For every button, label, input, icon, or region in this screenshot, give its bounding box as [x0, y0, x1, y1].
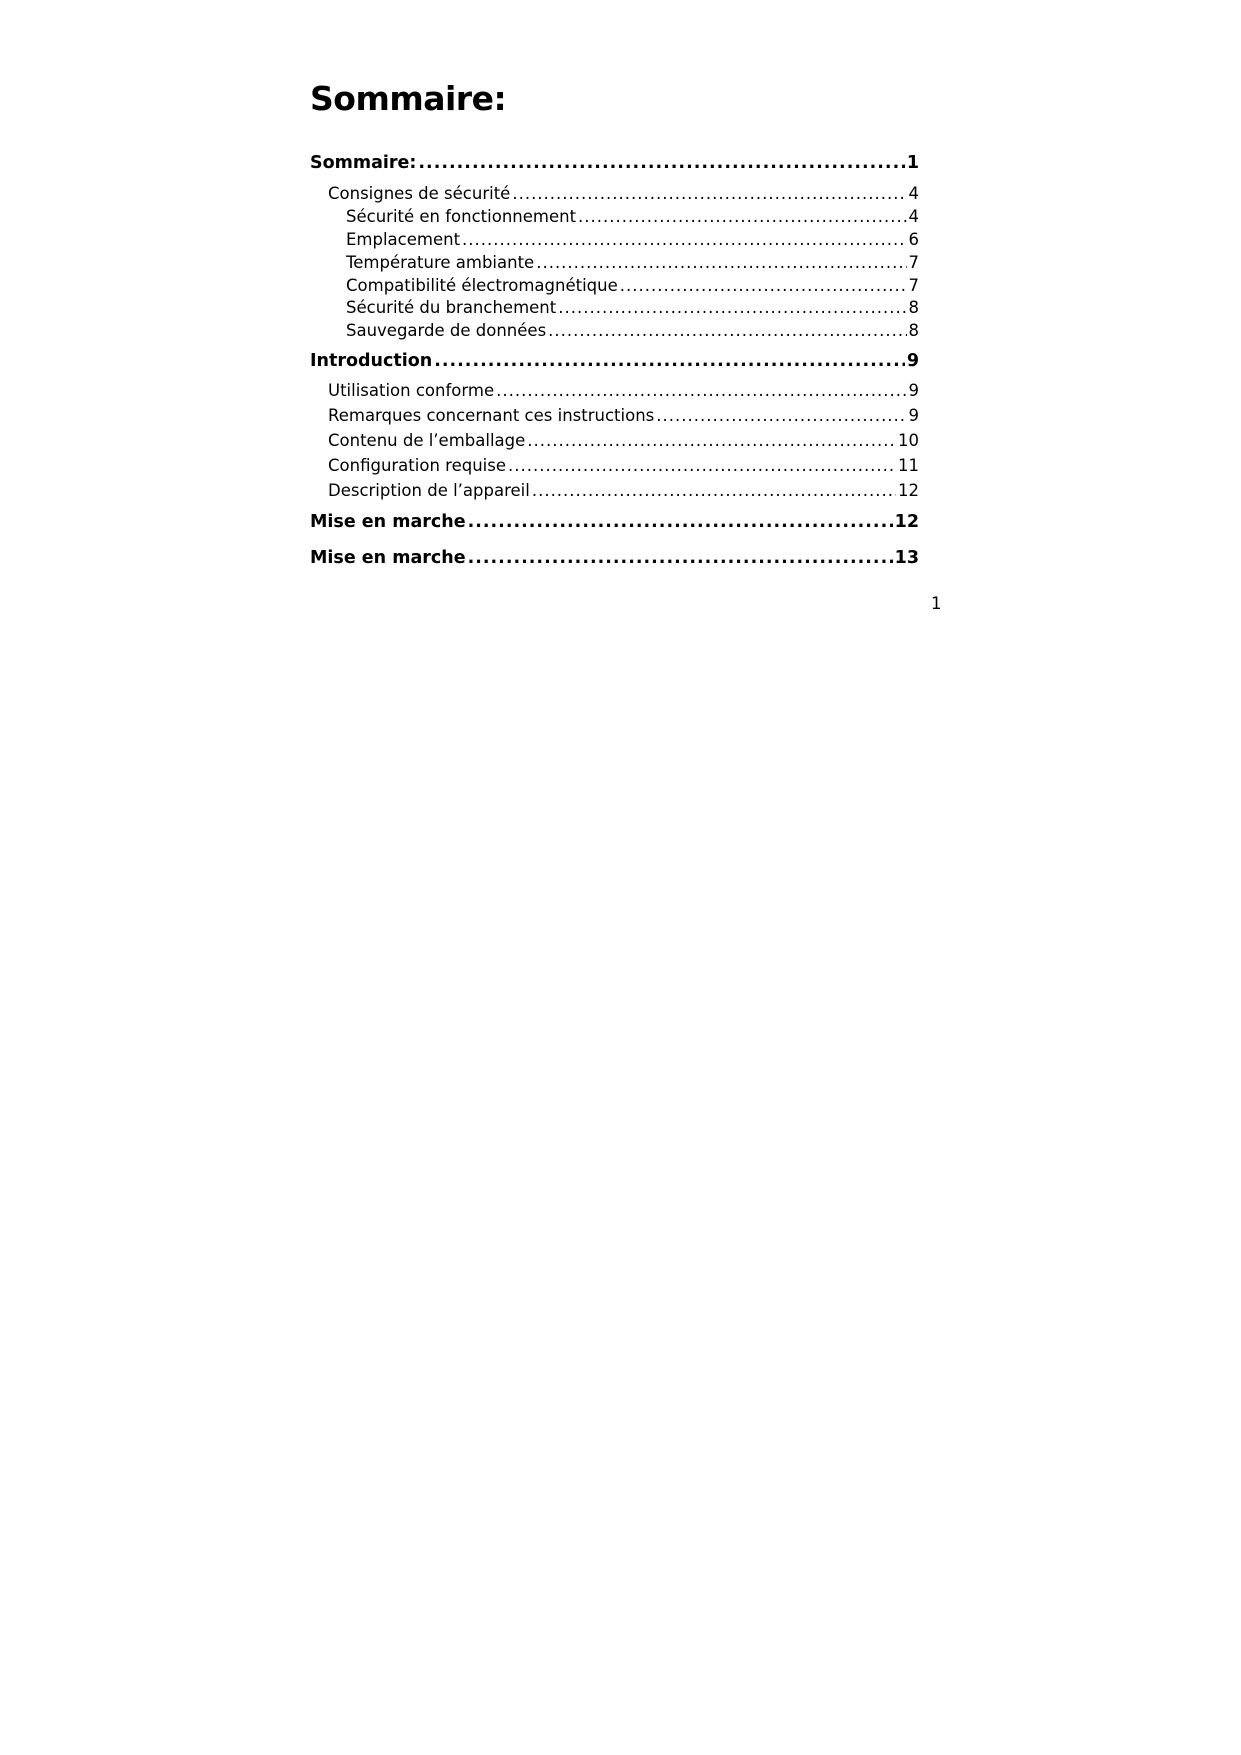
toc-dot-leader — [496, 381, 906, 400]
toc-dot-leader — [558, 298, 906, 317]
toc-entry-label: Consignes de sécurité — [328, 184, 511, 203]
page-number: 1 — [931, 594, 942, 613]
page-title: Sommaire: — [310, 79, 507, 118]
toc-dot-leader — [536, 253, 906, 272]
toc-dot-leader — [532, 481, 896, 500]
toc-entry-emplacement[interactable] — [346, 230, 919, 249]
toc-entry-page: 6 — [908, 230, 919, 249]
toc-dot-leader — [578, 207, 906, 226]
toc-entry-label: Utilisation conforme — [328, 381, 495, 400]
toc-entry-page: 12 — [894, 512, 919, 532]
toc-entry-page: 4 — [908, 184, 919, 203]
toc-entry-page: 11 — [898, 456, 919, 475]
toc-entry-label: Sommaire: — [310, 153, 417, 173]
toc-entry-label: Contenu de l’emballage — [328, 431, 526, 450]
toc-entry-label: Remarques concernant ces instructions — [328, 406, 655, 425]
toc-dot-leader — [620, 276, 907, 295]
toc-entry-sommaire[interactable] — [310, 153, 919, 173]
toc-entry-page: 9 — [908, 381, 919, 400]
toc-dot-leader — [548, 321, 906, 340]
toc-entry-consignes-de-securite[interactable] — [328, 184, 919, 203]
toc-dot-leader — [434, 351, 905, 371]
toc-entry-remarques-concernant-ces-instructions[interactable] — [328, 406, 919, 425]
toc-entry-securite-en-fonctionnement[interactable] — [346, 207, 919, 226]
toc-entry-page: 12 — [898, 481, 919, 500]
toc-dot-leader — [418, 153, 904, 173]
toc-entry-label: Sécurité en fonctionnement — [346, 207, 577, 226]
toc-entry-label: Sécurité du branchement — [346, 298, 557, 317]
toc-entry-label: Emplacement — [346, 230, 461, 249]
toc-entry-label: Configuration requise — [328, 456, 506, 475]
toc-entry-introduction[interactable] — [310, 351, 919, 371]
toc-entry-mise-en-marche[interactable] — [310, 512, 919, 532]
toc-dot-leader — [468, 512, 893, 532]
toc-entry-label: Compatibilité électromagnétique — [346, 276, 618, 295]
toc-entry-compatibilite-electromagnetique[interactable] — [346, 276, 919, 295]
toc-entry-label: Mise en marche — [310, 512, 466, 532]
toc-entry-label: Sauvegarde de données — [346, 321, 547, 340]
toc-entry-page: 9 — [908, 406, 919, 425]
toc-entry-page: 8 — [908, 321, 919, 340]
toc-entry-description-de-lappareil[interactable] — [328, 481, 919, 500]
toc-dot-leader — [462, 230, 906, 249]
toc-entry-label: Introduction — [310, 351, 433, 371]
toc-entry-contenu-de-lemballage[interactable] — [328, 431, 919, 450]
toc-entry-page: 9 — [906, 351, 919, 371]
toc-entry-page: 10 — [898, 431, 919, 450]
toc-entry-securite-du-branchement[interactable] — [346, 298, 919, 317]
toc-entry-label: Description de l’appareil — [328, 481, 530, 500]
toc-entry-sauvegarde-de-donnees[interactable] — [346, 321, 919, 340]
toc-dot-leader — [508, 456, 896, 475]
toc-dot-leader — [656, 406, 906, 425]
toc-entry-page: 7 — [908, 276, 919, 295]
toc-entry-page: 4 — [908, 207, 919, 226]
toc-entry-label: Mise en marche — [310, 548, 466, 568]
toc-entry-page: 7 — [908, 253, 919, 272]
toc-entry-configuration-requise[interactable] — [328, 456, 919, 475]
toc-entry-page: 8 — [908, 298, 919, 317]
toc-dot-leader — [512, 184, 906, 203]
toc-entry-utilisation-conforme[interactable] — [328, 381, 919, 400]
toc-entry-temperature-ambiante[interactable] — [346, 253, 919, 272]
toc-dot-leader — [468, 548, 893, 568]
toc-entry-page: 1 — [906, 153, 919, 173]
toc-dot-leader — [527, 431, 896, 450]
toc-entry-mise-en-marche-2[interactable] — [310, 548, 919, 568]
toc-entry-page: 13 — [894, 548, 919, 568]
toc-entry-label: Température ambiante — [346, 253, 535, 272]
